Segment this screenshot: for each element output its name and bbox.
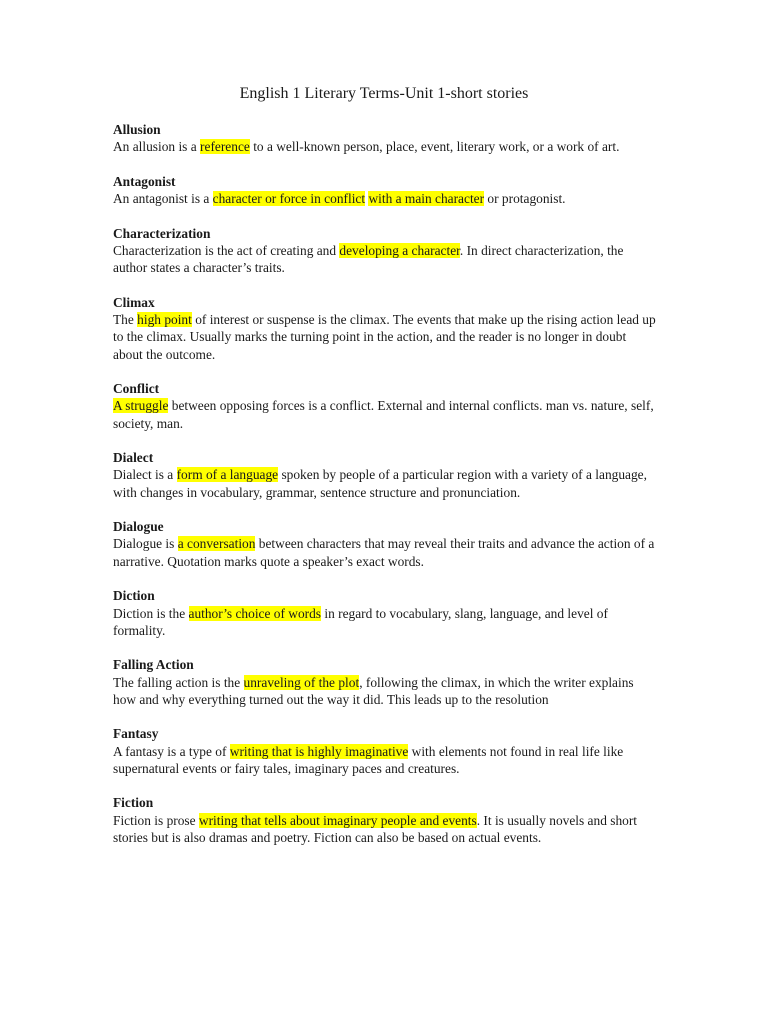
highlighted-text: developing a character (339, 242, 460, 258)
term-name: Diction (113, 588, 155, 604)
definition-text: between opposing forces is a conflict. External and internal conflicts. man vs. nature, self, society, man. (113, 398, 654, 431)
definition-text: Diction is the (113, 605, 189, 621)
term-entry (113, 121, 658, 156)
term-definition (113, 138, 658, 155)
term-entry (113, 725, 658, 777)
highlighted-text: writing that tells about imaginary people and events (198, 812, 477, 828)
term-entry (113, 794, 658, 846)
definition-text: The falling action is the (113, 674, 244, 690)
highlighted-text: unraveling of the plot (243, 674, 360, 690)
highlighted-text: a conversation (177, 536, 256, 552)
definition-text: of interest or suspense is the climax. The events that make up the rising action lead up to the climax. Usually marks the turning point in the action, and the reader is no longer in doubt about the outcome. (113, 311, 656, 362)
definition-text: Fiction is prose (113, 812, 199, 828)
term-name: Fiction (113, 795, 154, 811)
term-definition (113, 242, 658, 277)
definition-text: or protagonist. (484, 191, 566, 207)
term-name: Allusion (113, 122, 161, 137)
term-definition (113, 743, 658, 778)
definition-text: Characterization is the act of creating and (113, 242, 340, 258)
term-entry (113, 449, 658, 501)
definition-text: A fantasy is a type of (113, 743, 230, 759)
term-name: Dialect (113, 450, 154, 466)
definition-text: with elements not found in real life like supernatural events or fairy tales, imaginary paces and creatures. (113, 743, 624, 776)
term-entry (113, 518, 658, 570)
term-definition (113, 674, 658, 709)
highlighted-text: with a main character (368, 191, 485, 207)
term-definition (113, 190, 658, 207)
definition-text: An antagonist is a (113, 191, 213, 207)
definition-text: Dialect is a (113, 467, 177, 483)
term-name: Characterization (113, 225, 211, 241)
term-name: Conflict (113, 381, 160, 397)
term-entry (113, 587, 658, 639)
highlighted-text: form of a language (176, 467, 279, 483)
term-entry (113, 225, 658, 277)
definition-text: Dialogue is (113, 536, 178, 552)
highlighted-text: writing that is highly imaginative (229, 743, 409, 759)
term-definition (113, 535, 658, 570)
term-entry (113, 173, 658, 208)
highlighted-text: author’s choice of words (188, 605, 322, 621)
definition-text: , following the climax, in which the writer explains how and why everything turned out the way it did. This leads up to the resolution (113, 674, 634, 707)
definition-text: . In direct characterization, the author states a character’s traits. (113, 242, 624, 276)
term-definition (113, 466, 658, 501)
term-name: Dialogue (113, 519, 164, 535)
definition-text: between characters that may reveal their traits and advance the action of a narrative. Quotation marks quote a speaker’s exact words. (113, 536, 655, 569)
term-name: Falling Action (113, 657, 194, 673)
highlighted-text: high point (137, 311, 192, 327)
term-definition (113, 311, 658, 363)
highlighted-text: character or force in conflict (212, 191, 366, 207)
definition-text: The (113, 311, 138, 327)
terms-list (113, 121, 658, 864)
term-entry (113, 656, 658, 708)
definition-text: . It is usually novels and short stories but is also dramas and poetry. Fiction can also be based on actual events. (113, 812, 638, 846)
term-definition (113, 812, 658, 847)
term-definition (113, 605, 658, 640)
definition-text: An allusion is a (113, 139, 201, 155)
definition-text: in regard to vocabulary, slang, language, and level of formality. (113, 605, 608, 638)
document-title: English 1 Literary Terms-Unit 1-short stories (239, 85, 529, 102)
definition-text: to a well-known person, place, event, literary work, or a work of art. (249, 139, 620, 155)
definition-text: spoken by people of a particular region with a variety of a language, with changes in vocabulary, grammar, sentence structure and pronunciation. (113, 467, 647, 500)
term-name: Climax (113, 294, 155, 310)
term-name: Fantasy (113, 726, 159, 742)
term-entry (113, 380, 658, 432)
term-definition (113, 397, 658, 432)
highlighted-text: A struggle (113, 398, 169, 414)
highlighted-text: reference (200, 139, 250, 155)
term-name: Antagonist (113, 173, 176, 189)
term-entry (113, 294, 658, 363)
